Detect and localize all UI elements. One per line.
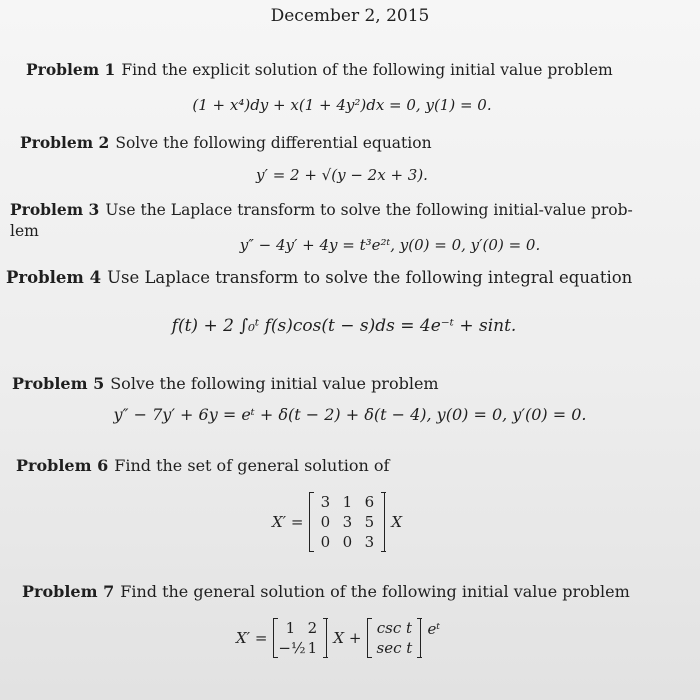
problem-3-statement (10, 200, 700, 219)
problem-6-rhs: X (391, 513, 403, 531)
problem-3-label: Problem 3 (10, 200, 100, 219)
problem-7-mid: X + (333, 629, 362, 647)
problem-7-label: Problem 7 (22, 582, 115, 601)
problem-4-statement (6, 268, 700, 287)
problem-4-equation: f(t) + 2 ∫₀ᵗ f(s)cos(t − s)ds = 4e⁻ᵗ + sint. (171, 316, 517, 336)
problem-2-label: Problem 2 (20, 133, 110, 152)
problem-2-equation: y′ = 2 + √(y − 2x + 3). (256, 166, 428, 184)
problem-4-text: Use Laplace transform to solve the following integral equation (107, 268, 633, 287)
problem-7-matrix (273, 618, 327, 658)
problem-6-statement (16, 456, 700, 475)
problem-3-text: Use the Laplace transform to solve the following initial-value prob- (105, 201, 633, 219)
matrix-cell: 0 (320, 533, 331, 551)
matrix-cell: 1 (342, 493, 353, 511)
problem-4-label: Problem 4 (6, 268, 102, 287)
problem-5-equation: y″ − 7y′ + 6y = eᵗ + δ(t − 2) + δ(t − 4), y(0) = 0, y′(0) = 0. (113, 405, 587, 424)
matrix-cell: 1 (285, 619, 296, 637)
problem-2-statement (20, 133, 700, 152)
matrix-cell: −½ (278, 639, 306, 657)
problem-7-vector (367, 618, 421, 658)
problem-1-statement (26, 60, 700, 79)
problem-6-text: Find the set of general solution of (114, 456, 390, 475)
problem-5-text: Solve the following initial value problem (110, 374, 439, 393)
problem-6-lhs: X′ = (272, 513, 304, 531)
matrix-cell: 0 (320, 513, 331, 531)
matrix-cell: 0 (342, 533, 353, 551)
problem-3-equation: y″ − 4y′ + 4y = t³e²ᵗ, y(0) = 0, y′(0) = 0. (239, 236, 541, 254)
problem-7-statement (22, 582, 700, 601)
problem-6-matrix (309, 492, 385, 552)
problem-6-label: Problem 6 (16, 456, 109, 475)
problem-6-matrix-equation (272, 492, 402, 552)
matrix-cell: 3 (364, 533, 375, 551)
matrix-cell: 1 (307, 639, 318, 657)
matrix-cell: 6 (364, 493, 375, 511)
problem-5-label: Problem 5 (12, 374, 105, 393)
matrix-cell: 3 (342, 513, 353, 531)
problem-3-text-continuation: lem (10, 222, 39, 240)
vector-cell: sec t (376, 639, 413, 657)
problem-7-matrix-equation (236, 618, 440, 658)
problem-2-text: Solve the following differential equation (115, 134, 432, 152)
vector-cell: csc t (376, 619, 413, 637)
problem-1-label: Problem 1 (26, 60, 116, 79)
matrix-cell: 3 (320, 493, 331, 511)
problem-5-statement (12, 374, 700, 393)
matrix-cell: 2 (307, 619, 318, 637)
date-header: December 2, 2015 (270, 6, 430, 26)
problem-7-tail: eᵗ (427, 620, 441, 638)
problem-7-text: Find the general solution of the following initial value problem (120, 582, 630, 601)
matrix-cell: 5 (364, 513, 375, 531)
problem-1-equation: (1 + x⁴)dy + x(1 + 4y²)dx = 0, y(1) = 0. (192, 96, 492, 114)
problem-1-text: Find the explicit solution of the following initial value problem (121, 61, 613, 79)
problem-7-lhs: X′ = (236, 629, 268, 647)
